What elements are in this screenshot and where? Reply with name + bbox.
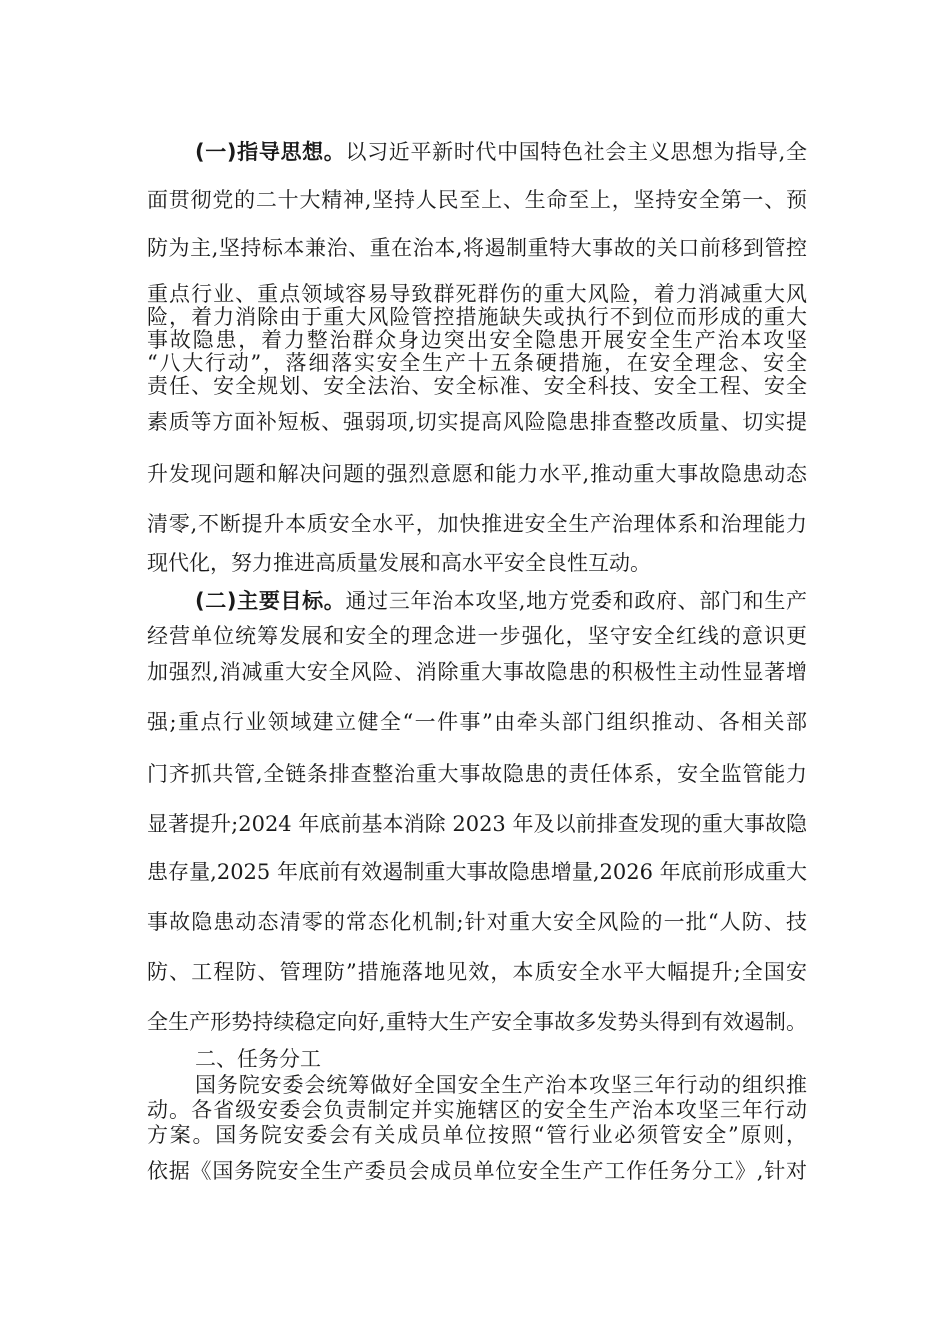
paragraph-line: 防为主,坚持标本兼治、重在治本,将遏制重特大事故的关口前移到管控 — [147, 236, 807, 260]
paragraph-line: 素质等方面补短板、强弱项,切实提高风险隐患排查整改质量、切实提 — [147, 410, 807, 434]
paragraph-line: 加强烈,消减重大安全风险、消除重大事故隐患的积极性主动性显著增 — [147, 660, 807, 684]
paragraph-line: (二)主要目标。通过三年治本攻坚,地方党委和政府、部门和生产 — [195, 589, 807, 613]
paragraph-line: 依据《国务院安全生产委员会成员单位安全生产工作任务分工》,针对 — [147, 1159, 807, 1183]
paragraph-line: 方案。国务院安委会有关成员单位按照“管行业必须管安全”原则， — [147, 1123, 807, 1147]
paragraph-line: 强;重点行业领域建立健全“一件事”由牵头部门组织推动、各相关部 — [147, 710, 807, 734]
paragraph-line: 重点行业、重点领域容易导致群死群伤的重大风险，着力消减重大风 — [147, 282, 807, 306]
paragraph-line: 事故隐患动态清零的常态化机制;针对重大安全风险的一批“人防、技 — [147, 910, 807, 934]
paragraph-line: 现代化，努力推进高质量发展和高水平安全良性互动。 — [147, 551, 651, 575]
paragraph-line: 事故隐患，着力整治群众身边突出安全隐患开展安全生产治本攻坚 — [147, 328, 807, 352]
paragraph-line: 显著提升;2024 年底前基本消除 2023 年及以前排查发现的重大事故隐 — [147, 812, 807, 836]
paragraph-line: 升发现问题和解决问题的强烈意愿和能力水平,推动重大事故隐患动态 — [147, 462, 807, 486]
paragraph-line: 面贯彻党的二十大精神,坚持人民至上、生命至上，坚持安全第一、预 — [147, 188, 807, 212]
paragraph-line: 防、工程防、管理防”措施落地见效，本质安全水平大幅提升;全国安 — [147, 960, 807, 984]
paragraph-line: 险，着力消除由于重大风险管控措施缺失或执行不到位而形成的重大 — [147, 305, 807, 329]
paragraph-line: 患存量,2025 年底前有效遏制重大事故隐患增量,2026 年底前形成重大 — [147, 860, 807, 884]
paragraph-line: “八大行动”，落细落实安全生产十五条硬措施，在安全理念、安全 — [147, 351, 807, 375]
paragraph-line: 清零,不断提升本质安全水平，加快推进安全生产治理体系和治理能力 — [147, 512, 807, 536]
paragraph-line: 全生产形势持续稳定向好,重特大生产安全事故多发势头得到有效遏制。 — [147, 1010, 807, 1034]
paragraph-line: (一)指导思想。以习近平新时代中国特色社会主义思想为指导,全 — [195, 140, 807, 164]
section-heading-task-division: 二、任务分工 — [195, 1047, 321, 1071]
paragraph-line: 国务院安委会统筹做好全国安全生产治本攻坚三年行动的组织推 — [195, 1073, 807, 1097]
section-heading-guiding-ideology: (一)指导思想。 — [195, 140, 346, 164]
paragraph-line: 动。各省级安委会负责制定并实施辖区的安全生产治本攻坚三年行动 — [147, 1098, 807, 1122]
section-heading-main-goals: (二)主要目标。 — [195, 589, 346, 613]
paragraph-line: 门齐抓共管,全链条排查整治重大事故隐患的责任体系，安全监管能力 — [147, 762, 807, 786]
paragraph-line: 责任、安全规划、安全法治、安全标准、安全科技、安全工程、安全 — [147, 374, 807, 398]
paragraph-line: 经营单位统筹发展和安全的理念进一步强化，坚守安全红线的意识更 — [147, 624, 807, 648]
